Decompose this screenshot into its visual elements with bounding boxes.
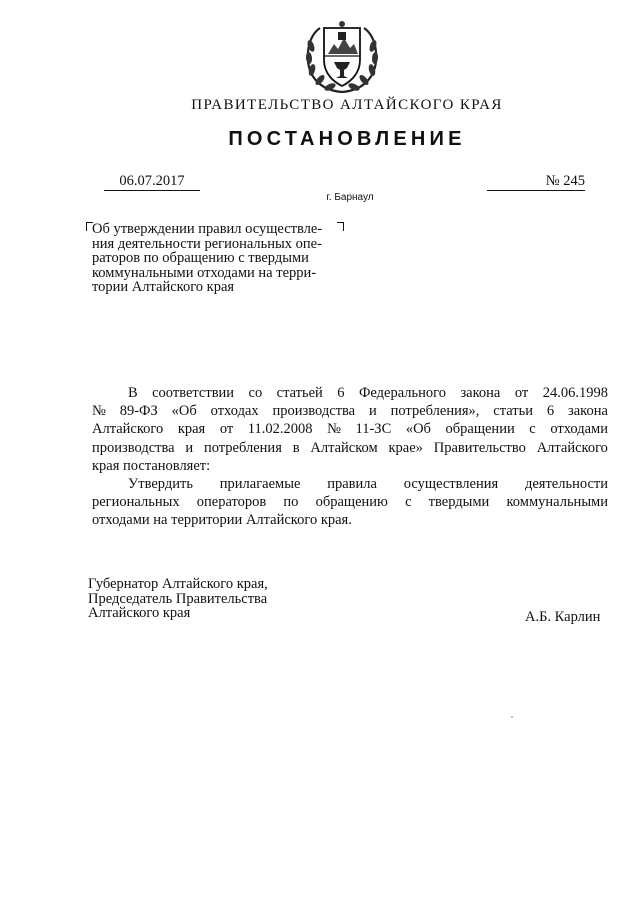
body-word: 6 <box>546 403 555 420</box>
position-line: Алтайского края <box>88 605 191 621</box>
body-word: Алтайского <box>92 421 164 438</box>
body-word: потребления», <box>390 403 480 420</box>
body-word: В <box>128 385 138 401</box>
body-word: крае» <box>388 439 423 456</box>
scan-speck <box>511 716 513 718</box>
body-word: коммунальными <box>506 494 608 511</box>
body-line <box>92 420 608 438</box>
body-word: края <box>177 421 206 438</box>
document-city: г. Барнаул <box>326 192 374 203</box>
document-number: № 245 <box>487 173 585 191</box>
document-date: 06.07.2017 <box>104 173 200 191</box>
body-word: 11.02.2008 <box>247 421 313 438</box>
body-word: № <box>92 403 106 420</box>
body-word: обращении <box>445 421 515 438</box>
body-word: осуществления <box>403 476 499 493</box>
position-line: Председатель Правительства <box>88 590 268 607</box>
body-word: производства <box>272 403 356 420</box>
body-word: от <box>514 385 529 401</box>
body-word: отходами <box>550 421 608 438</box>
body-word: и <box>368 403 377 420</box>
body-word: потребления <box>203 439 282 456</box>
title-line: Об утверждении правил осуществле- <box>92 221 323 237</box>
body-line <box>92 384 608 402</box>
body-word: с <box>405 494 412 511</box>
body-word: 6 <box>337 385 345 401</box>
body-word: 24.06.1998 <box>542 385 608 401</box>
document-type-heading: ПОСТАНОВЛЕНИЕ <box>228 128 466 150</box>
body-word: Алтайского <box>536 439 608 456</box>
signatory-name: А.Б. Карлин <box>525 609 601 625</box>
title-line: коммунальными отходами на терри- <box>92 264 317 281</box>
title-line: тории Алтайского края <box>92 279 235 295</box>
body-word: № <box>327 421 341 438</box>
body-word: закона <box>460 385 501 401</box>
body-word: обращению <box>315 494 388 511</box>
body-word: производства <box>92 439 175 456</box>
body-word: отходах <box>210 403 259 420</box>
body-line <box>92 493 608 511</box>
body-word: твердыми <box>428 494 490 511</box>
body-word: со <box>248 385 263 401</box>
body-word: 89-ФЗ <box>119 403 158 420</box>
body-line <box>92 439 608 457</box>
body-word: операторов <box>196 494 267 511</box>
body-word: деятельности <box>524 476 608 493</box>
coat-of-arms-emblem <box>300 18 384 98</box>
body-word: статьей <box>276 385 323 401</box>
body-word: соответствии <box>152 385 235 401</box>
body-word: «Об <box>171 403 197 420</box>
body-word: по <box>283 494 299 511</box>
body-word: в <box>292 439 300 456</box>
body-line: края постановляет: <box>92 457 211 474</box>
body-word: 11-ЗС <box>355 421 392 438</box>
body-word: от <box>219 421 234 438</box>
body-word: правила <box>327 476 377 493</box>
document-title <box>92 222 346 295</box>
body-word: закона <box>568 403 608 420</box>
body-word: с <box>529 421 536 438</box>
body-line <box>92 402 608 420</box>
title-line: раторов по обращению с твердыми <box>92 250 309 266</box>
body-word: «Об <box>405 421 431 438</box>
body-word: Алтайском <box>310 439 378 456</box>
position-line: Губернатор Алтайского края, <box>88 576 268 592</box>
resolution-body <box>92 384 608 530</box>
issuing-authority: ПРАВИТЕЛЬСТВО АЛТАЙСКОГО КРАЯ <box>191 97 503 113</box>
body-word: статьи <box>493 403 533 420</box>
body-word: и <box>185 439 194 456</box>
body-word: Правительство <box>433 439 526 456</box>
title-line: ния деятельности региональных опе- <box>92 235 322 252</box>
body-word: прилагаемые <box>219 476 301 493</box>
body-line <box>92 475 608 493</box>
body-line: отходами на территории Алтайского края. <box>92 512 352 529</box>
body-word: Утвердить <box>128 476 193 493</box>
body-word: региональных <box>92 494 180 511</box>
signatory-position <box>88 577 328 621</box>
body-word: Федерального <box>358 385 446 401</box>
